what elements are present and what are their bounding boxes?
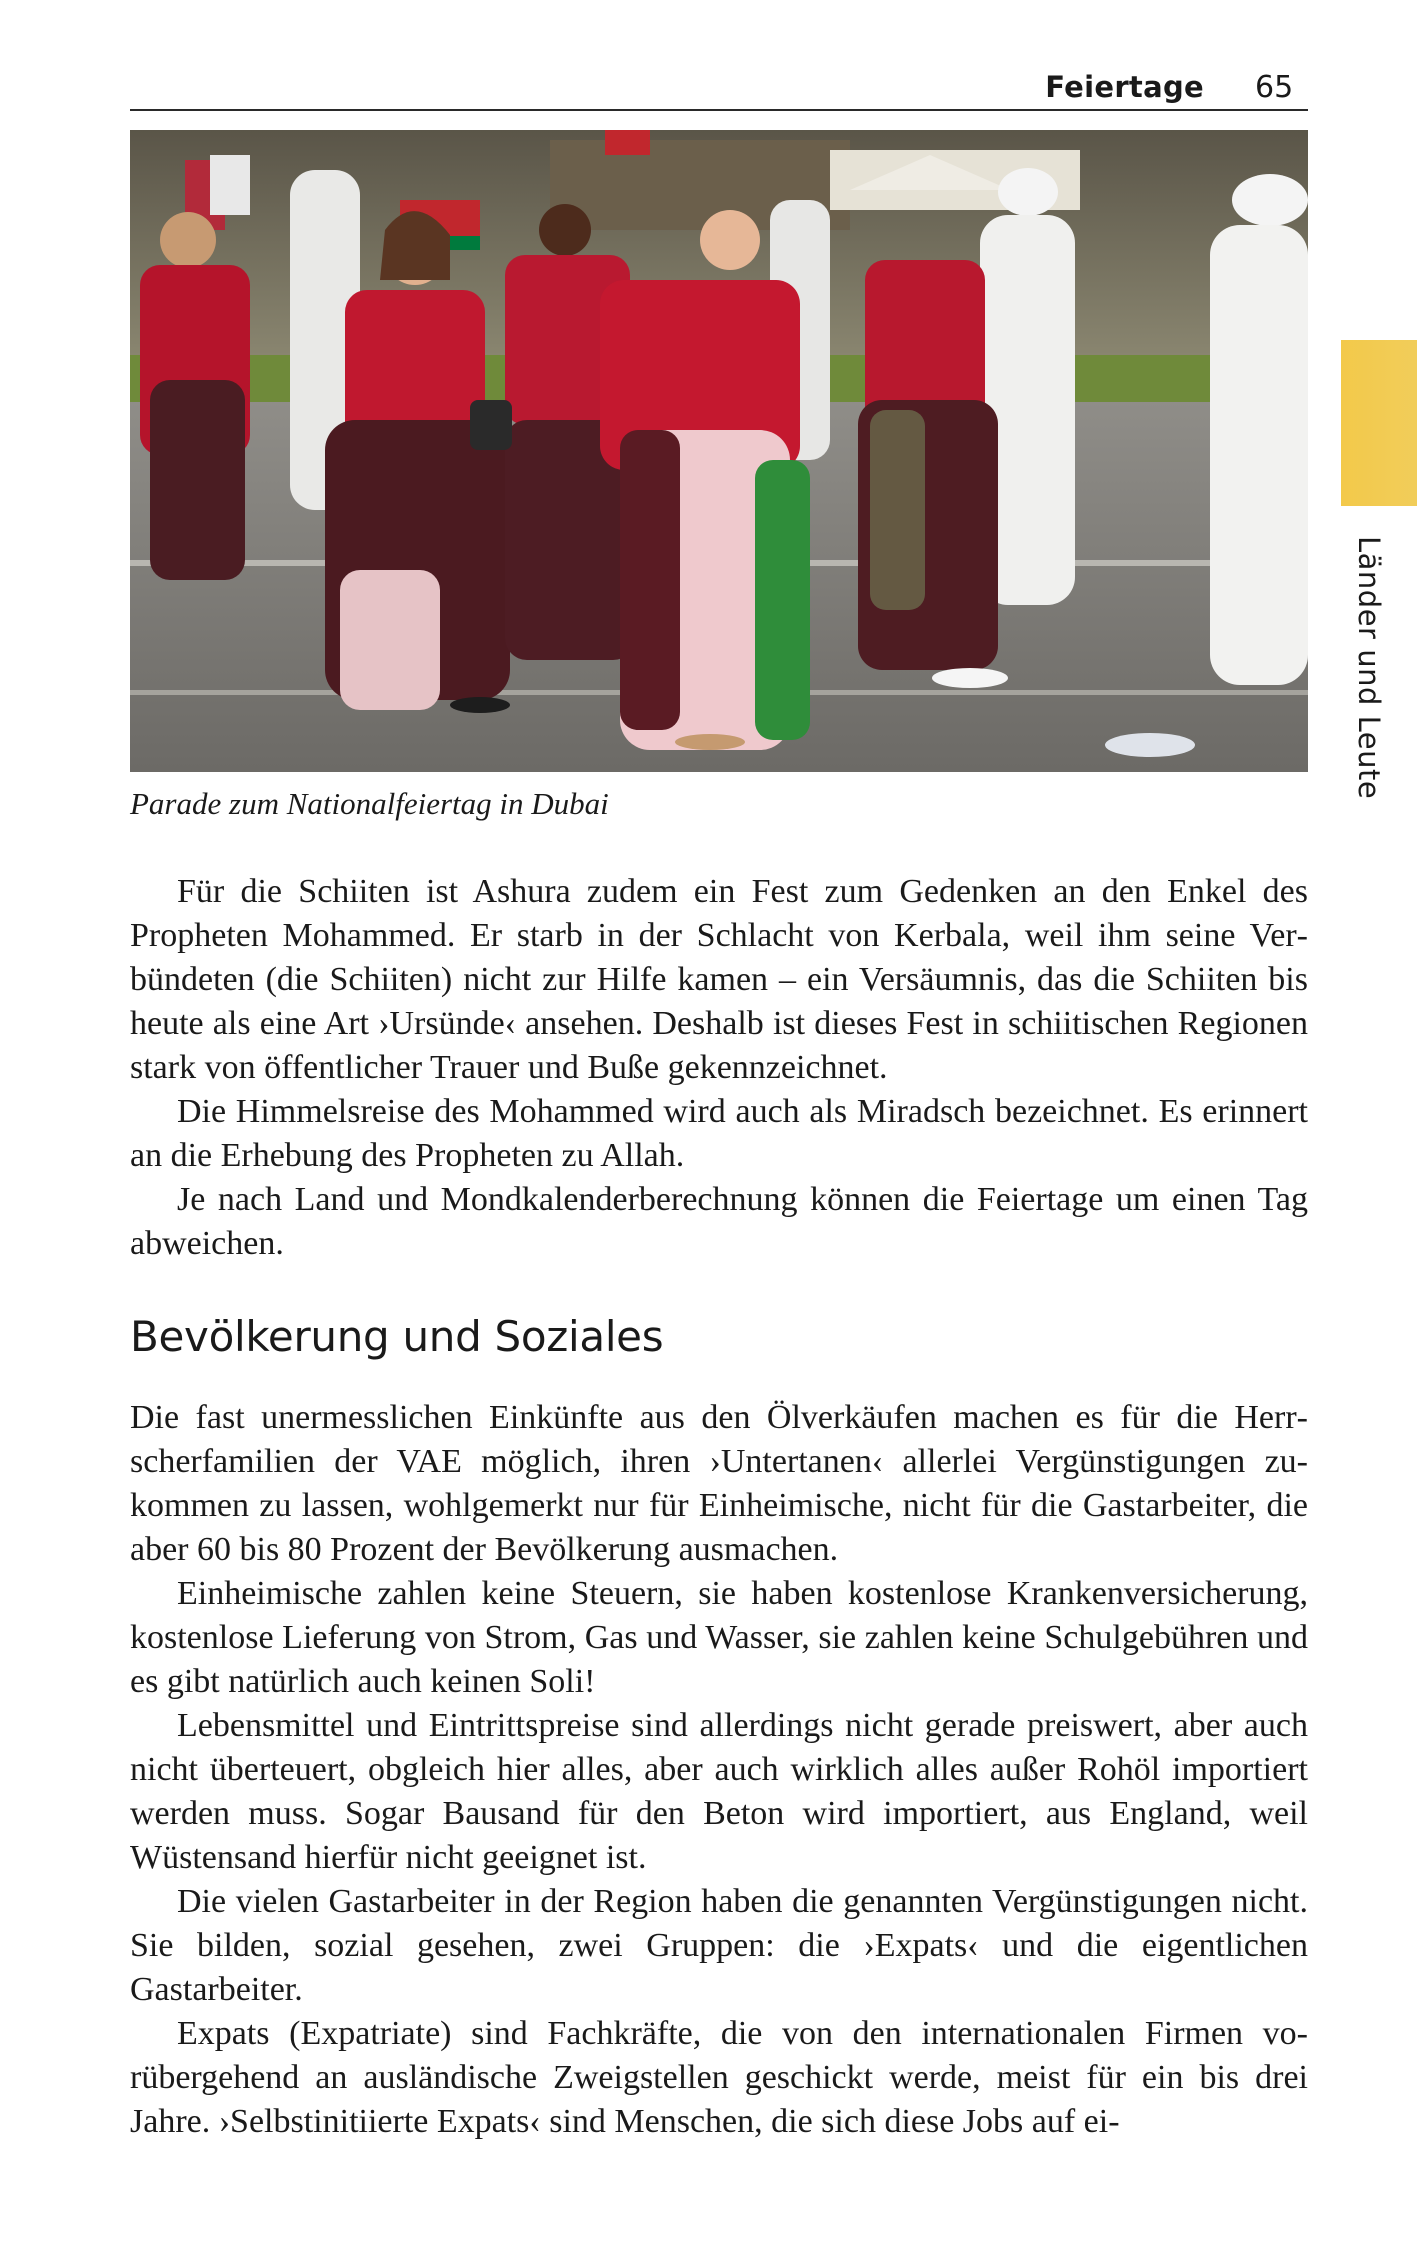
running-header-title: Feiertage <box>1045 70 1204 104</box>
header-rule <box>130 109 1308 111</box>
paragraph: Die fast unermesslichen Einkünfte aus den Ölverkäufen machen es für die Herrscherfamilien der VAE möglich, ihren ›Untertanen‹ allerlei Vergünstigungen zukommen zu lassen, wohlgemerkt nur für Einheimische, nicht für die Gastarbeiter, die aber 60 bis 80 Prozent der Bevölkerung ausmachen. <box>130 1399 1308 1568</box>
parade-photo <box>130 130 1308 772</box>
paragraph: Lebensmittel und Eintrittspreise sind allerdings nicht gerade preiswert, aber auch nicht überteuert, obgleich hier alles, aber auch wirklich alles außer Rohöl importiert werden muss. Sogar Bausand für den Beton wird importiert, aus England, weil Wüstensand hierfür nicht geeignet ist. <box>130 1707 1308 1876</box>
paragraph: Je nach Land und Mondkalenderberechnung können die Feiertage um einen Tag abweichen. <box>130 1181 1308 1262</box>
chapter-tab <box>1341 340 1417 506</box>
paragraph: Expats (Expatriate) sind Fachkräfte, die von den internationalen Firmen vorübergehend an ausländische Zweigstellen geschickt werde, meist für ein bis drei Jahre. ›Selbstinitiierte Expats‹ sind Menschen, die sich diese Jobs auf ei- <box>130 2015 1308 2140</box>
chapter-tab-label: Länder und Leute <box>1352 536 1386 800</box>
page-number: 65 <box>1255 70 1294 105</box>
section-heading: Bevölkerung und Soziales <box>130 1312 664 1361</box>
body-text-block-2 <box>130 1396 1308 2144</box>
body-text-block-1 <box>130 870 1308 1266</box>
paragraph: Einheimische zahlen keine Steuern, sie haben kostenlose Krankenversicherung, kostenlose Lieferung von Strom, Gas und Wasser, sie zahlen keine Schulgebühren und es gibt natürlich auch keinen Soli! <box>130 1575 1308 1700</box>
paragraph: Die vielen Gastarbeiter in der Region haben die genannten Vergünstigungen nicht. Sie bilden, sozial gesehen, zwei Gruppen: die ›Expats‹ und die eigentlichen Gastarbeiter. <box>130 1883 1308 2008</box>
paragraph: Für die Schiiten ist Ashura zudem ein Fest zum Gedenken an den Enkel des Propheten Mohammed. Er starb in der Schlacht von Kerbala, weil ihm seine Verbündeten (die Schiiten) nicht zur Hilfe kamen – ein Versäumnis, das die Schiiten bis heute als eine Art ›Ursünde‹ ansehen. Deshalb ist dieses Fest in schiitischen Regionen stark von öffentlicher Trauer und Buße gekennzeichnet. <box>130 873 1308 1086</box>
paragraph: Die Himmelsreise des Mohammed wird auch als Miradsch bezeichnet. Es erinnert an die Erhebung des Propheten zu Allah. <box>130 1093 1308 1174</box>
parade-photo-illustration <box>130 130 1308 772</box>
figure-caption: Parade zum Nationalfeiertag in Dubai <box>130 786 609 821</box>
